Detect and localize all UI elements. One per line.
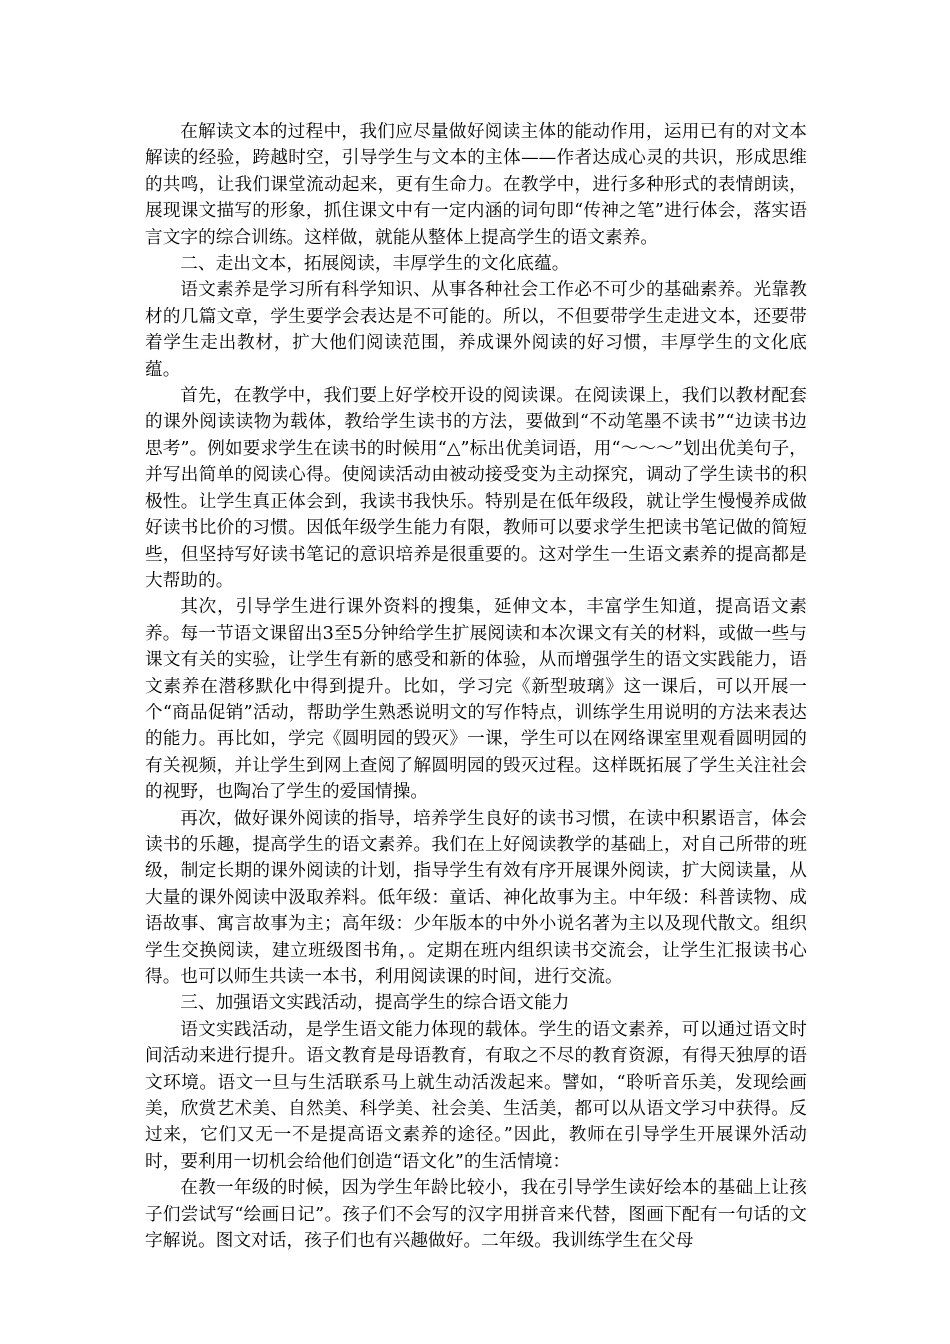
paragraph-1: 在解读文本的过程中，我们应尽量做好阅读主体的能动作用，运用已有的对文本解读的经验，跨越时空，引导学生与文本的主体——作者达成心灵的共识，形成思维的共鸣，让我们课堂流动起来，更有生命力。在教学中，进行多种形式的表情朗读，展现课文描写的形象，抓住课文中有一定内涵的词句即“传神之笔”进行体会，落实语言文字的综合训练。这样做，就能从整体上提高学生的语文素养。 [145, 122, 807, 248]
paragraph-6: 再次，做好课外阅读的指导，培养学生良好的读书习惯，在读中积累语言，体会读书的乐趣，提高学生的语文素养。我们在上好阅读教学的基础上，对自己所带的班级，制定长期的课外阅读的计划，指导学生有效有序开展课外阅读，扩大阅读量，从大量的课外阅读中汲取养料。低年级：童话、神化故事为主。中年级：科普读物、成语故事、寓言故事为主；高年级：少年版本的中外小说名著为主以及现代散文。组织学生交换阅读，建立班级图书角，。定期在班内组织读书交流会，让学生汇报读书心得。也可以师生共读一本书，利用阅读课的时间，进行交流。 [145, 808, 807, 987]
section-heading-3: 三、加强语文实践活动，提高学生的综合语文能力 [180, 993, 570, 1014]
paragraph-8: 语文实践活动，是学生语文能力体现的载体。学生的语文素养，可以通过语文时间活动来进行提升。语文教育是母语教育，有取之不尽的教育资源，有得天独厚的语文环境。语文一旦与生活联系马上就生动活泼起来。譬如，“聆听音乐美，发现绘画美，欣赏艺术美、自然美、科学美、社会美、生活美，都可以从语文学习中获得。反过来，它们又无一不是提高语文素养的途径。”因此，教师在引导学生开展课外活动时，要利用一切机会给他们创造“语文化”的生活情境： [145, 1019, 807, 1172]
document-page [145, 119, 807, 1254]
paragraph-3: 语文素养是学习所有科学知识、从事各种社会工作必不可少的基础素养。光靠教材的几篇文章，学生要学会表达是不可能的。所以，不但要带学生走进文本，还要带着学生走出教材，扩大他们阅读范围，养成课外阅读的好习惯，丰厚学生的文化底蕴。 [145, 280, 807, 380]
section-heading-2: 二、走出文本，拓展阅读，丰厚学生的文化底蕴。 [180, 254, 570, 275]
paragraph-5: 其次，引导学生进行课外资料的搜集，延伸文本，丰富学生知道，提高语文素养。每一节语文课留出3至5分钟给学生扩展阅读和本次课文有关的材料，或做一些与课文有关的实验，让学生有新的感受和新的体验，从而增强学生的语文实践能力，语文素养在潜移默化中得到提升。比如，学习完《新型玻璃》这一课后，可以开展一个“商品促销”活动，帮助学生熟悉说明文的写作特点，训练学生用说明的方法来表达的能力。再比如，学完《圆明园的毁灭》一课，学生可以在网络课室里观看圆明园的有关视频，并让学生到网上查阅了解圆明园的毁灭过程。这样既拓展了学生关注社会的视野，也陶冶了学生的爱国情操。 [145, 597, 807, 803]
paragraph-9: 在教一年级的时候，因为学生年龄比较小，我在引导学生读好绘本的基础上让孩子们尝试写“绘画日记”。孩子们不会写的汉字用拼音来代替，图画下配有一句话的文字解说。图文对话，孩子们也有兴趣做好。二年级。我训练学生在父母 [145, 1178, 807, 1252]
paragraph-4: 首先，在教学中，我们要上好学校开设的阅读课。在阅读课上，我们以教材配套的课外阅读读物为载体，教给学生读书的方法，要做到“不动笔墨不读书”“边读书边思考”。例如要求学生在读书的时候用“△”标出优美词语，用“～～～”划出优美句子，并写出简单的阅读心得。使阅读活动由被动接受变为主动探究，调动了学生读书的积极性。让学生真正体会到，我读书我快乐。特别是在低年级段，就让学生慢慢养成做好读书比价的习惯。因低年级学生能力有限，教师可以要求学生把读书笔记做的简短些，但坚持写好读书笔记的意识培养是很重要的。这对学生一生语文素养的提高都是大帮助的。 [145, 386, 807, 591]
